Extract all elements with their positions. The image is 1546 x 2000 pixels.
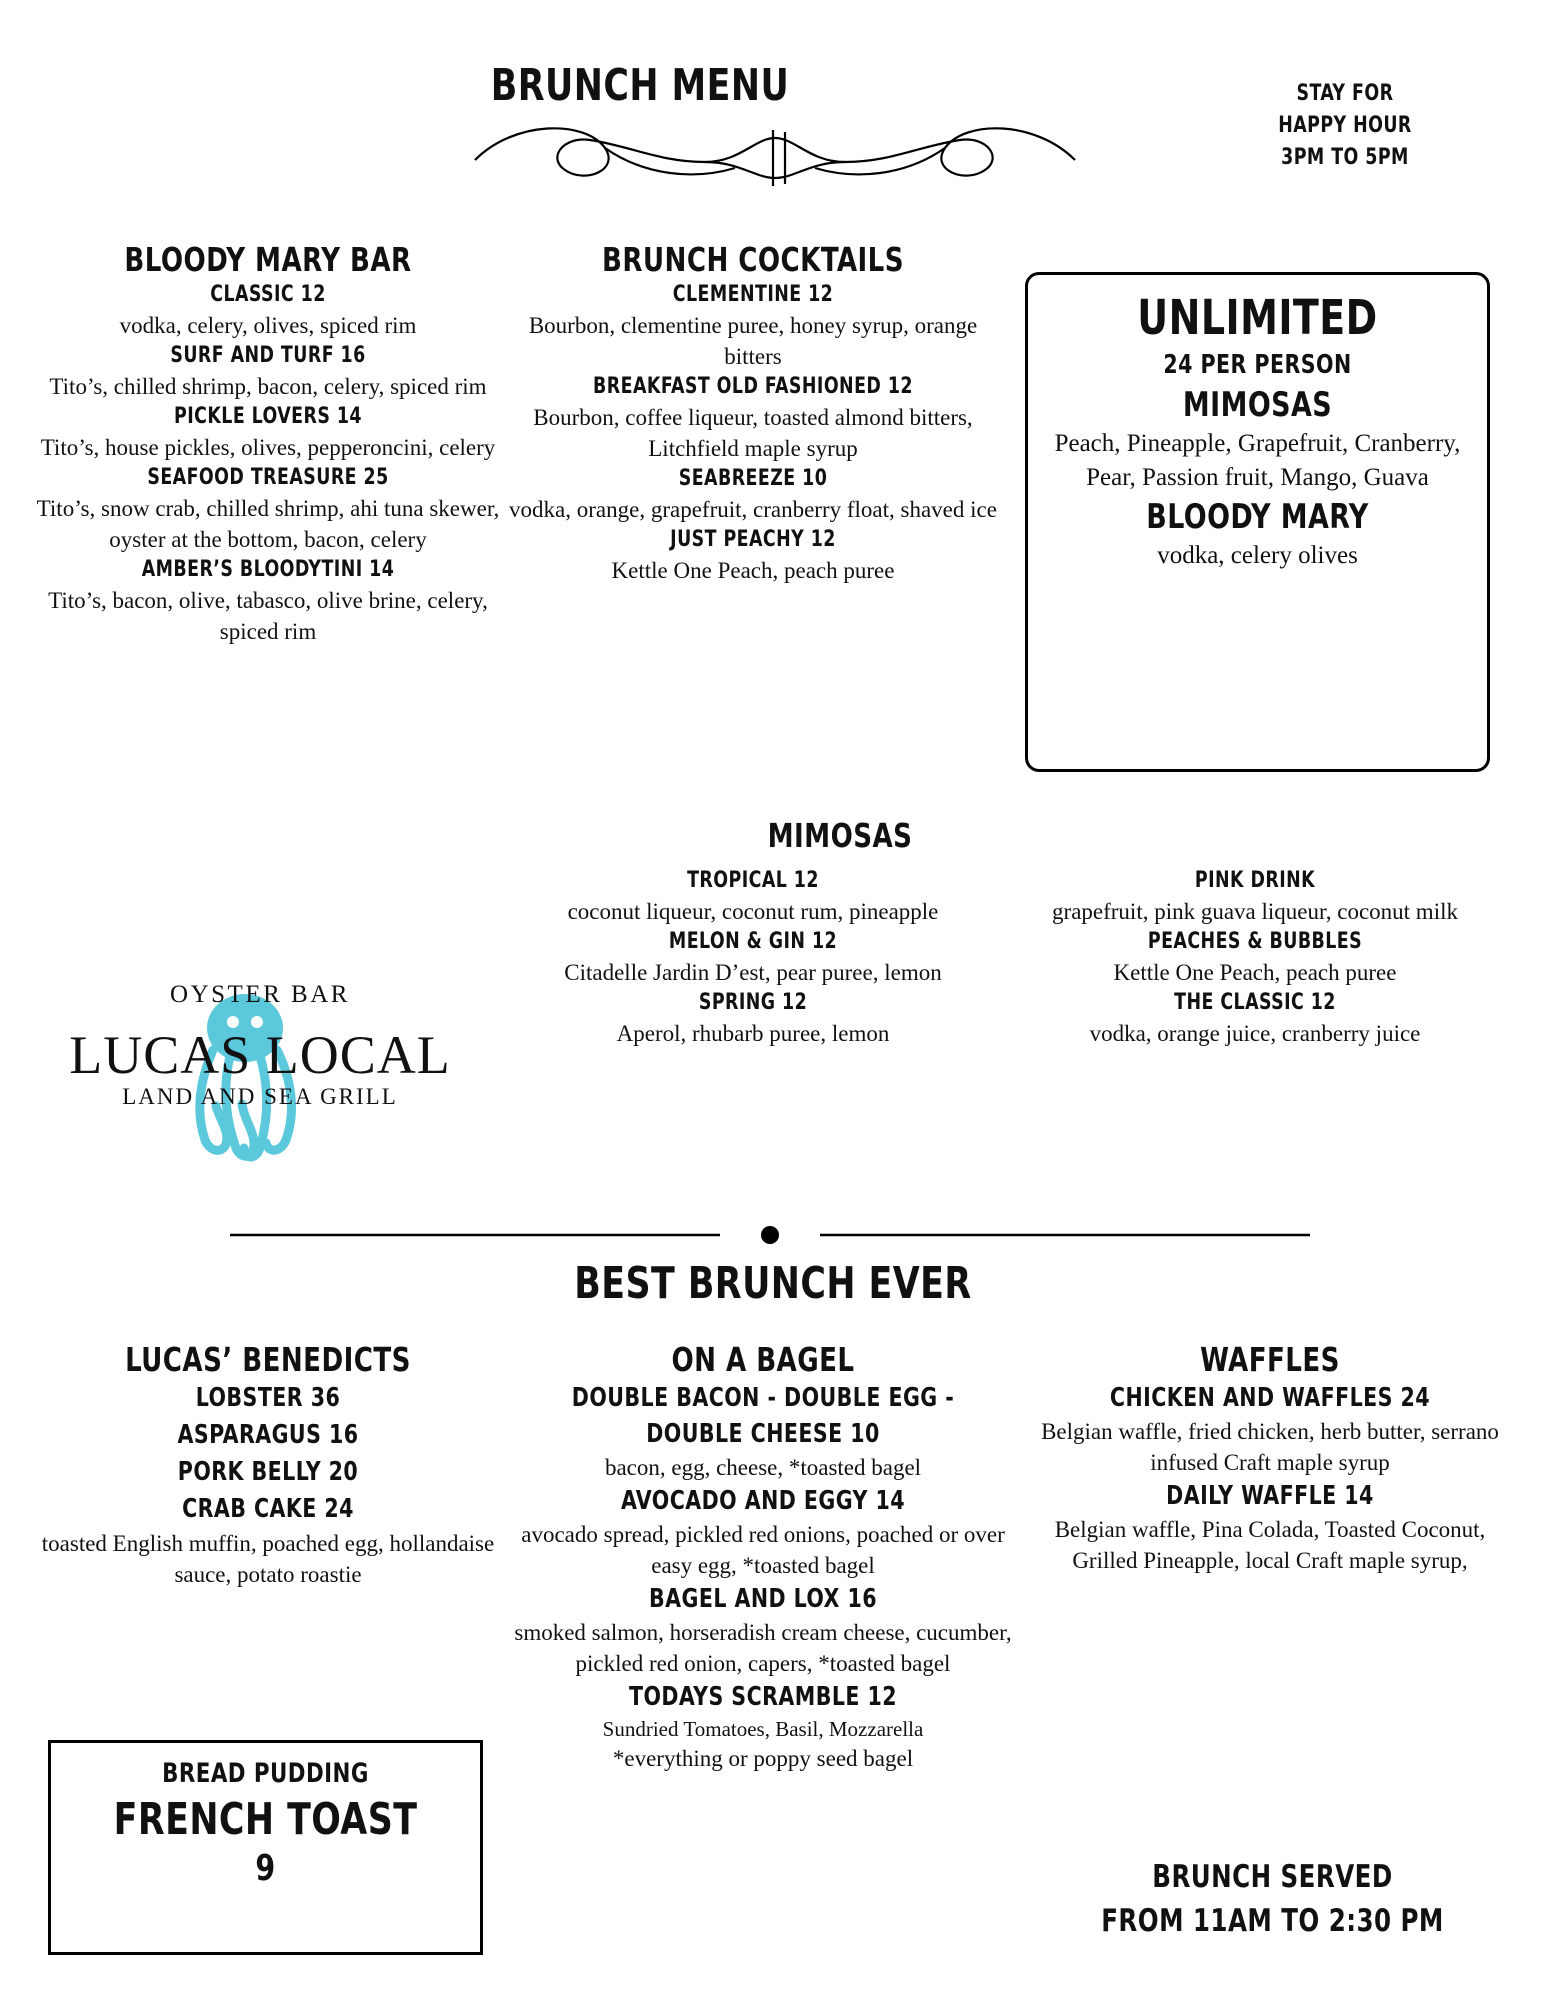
menu-item-name: AVOCADO AND EGGY 14 bbox=[620, 1486, 906, 1516]
menu-item-desc: Bourbon, coffee liqueur, toasted almond bitters, Litchfield maple syrup bbox=[533, 405, 973, 461]
happy-hour-note bbox=[1213, 78, 1477, 174]
menu-item-name: CLEMENTINE 12 bbox=[672, 282, 834, 307]
section-brunch-cocktails bbox=[508, 240, 998, 586]
menu-item-name: PORK BELLY 20 bbox=[177, 1457, 359, 1487]
menu-item-desc: Tito’s, bacon, olive, tabasco, olive brine, celery, spiced rim bbox=[48, 588, 488, 644]
menu-item-desc: Kettle One Peach, peach puree bbox=[611, 558, 895, 583]
menu-item-name: JUST PEACHY 12 bbox=[670, 527, 836, 552]
happy-hour-line-3: 3PM TO 5PM bbox=[1281, 145, 1409, 170]
menu-item-desc: Sundried Tomatoes, Basil, Mozzarella bbox=[602, 1717, 924, 1741]
menu-item-name: THE CLASSIC 12 bbox=[1174, 990, 1336, 1015]
menu-item-desc: grapefruit, pink guava liqueur, coconut milk bbox=[1052, 899, 1458, 924]
menu-item-name: TROPICAL 12 bbox=[687, 868, 819, 893]
menu-item-desc: coconut liqueur, coconut rum, pineapple bbox=[567, 899, 939, 924]
section-heading: LUCAS’ BENEDICTS bbox=[125, 1340, 411, 1379]
menu-item-desc: Tito’s, house pickles, olives, pepperoncini, celery bbox=[40, 435, 496, 460]
menu-item-name: MELON & GIN 12 bbox=[668, 929, 838, 954]
menu-item-desc: Aperol, rhubarb puree, lemon bbox=[616, 1021, 890, 1046]
happy-hour-line-2: HAPPY HOUR bbox=[1278, 113, 1412, 138]
menu-item-desc: vodka, celery, olives, spiced rim bbox=[119, 313, 417, 338]
bagel-footnote: *everything or poppy seed bagel bbox=[612, 1746, 914, 1771]
happy-hour-line-1: STAY FOR bbox=[1296, 81, 1394, 106]
menu-item-desc: Bourbon, clementine puree, honey syrup, orange bitters bbox=[528, 313, 978, 369]
menu-item-desc: bacon, egg, cheese, *toasted bagel bbox=[604, 1455, 922, 1480]
logo-bottom-text: LAND AND SEA GRILL bbox=[122, 1084, 398, 1109]
section-heading: WAFFLES bbox=[1200, 1340, 1340, 1379]
menu-item-name: SEAFOOD TREASURE 25 bbox=[147, 465, 389, 490]
menu-item-name: AMBER’S BLOODYTINI 14 bbox=[141, 557, 395, 582]
menu-item-desc: Citadelle Jardin D’est, pear puree, lemon bbox=[564, 960, 942, 985]
menu-item-desc: toasted English muffin, poached egg, hollandaise sauce, potato roastie bbox=[41, 1531, 495, 1587]
unlimited-mimosas-label: MIMOSAS bbox=[1182, 385, 1333, 425]
menu-item-desc: Kettle One Peach, peach puree bbox=[1113, 960, 1397, 985]
menu-item-name: SEABREEZE 10 bbox=[678, 466, 828, 491]
menu-item-name: PEACHES & BUBBLES bbox=[1147, 929, 1363, 954]
menu-item-desc: smoked salmon, horseradish cream cheese, cucumber, pickled red onion, capers, *toasted bagel bbox=[514, 1620, 1012, 1676]
menu-item-name: ASPARAGUS 16 bbox=[177, 1420, 359, 1450]
menu-item-name: CRAB CAKE 24 bbox=[182, 1494, 354, 1524]
french-toast-price: 9 bbox=[255, 1848, 276, 1889]
menu-item-name: PICKLE LOVERS 14 bbox=[174, 404, 362, 429]
menu-item-name: CHICKEN AND WAFFLES 24 bbox=[1109, 1383, 1431, 1413]
section-heading-mimosas: MIMOSAS bbox=[767, 816, 913, 855]
section-on-a-bagel bbox=[508, 1340, 1018, 1774]
menu-item-name: DOUBLE BACON - DOUBLE EGG - DOUBLE CHEESE 10 bbox=[571, 1383, 955, 1449]
section-bloody-mary-bar bbox=[18, 240, 518, 647]
menu-item-name: CLASSIC 12 bbox=[210, 282, 326, 307]
flourish-divider-icon bbox=[455, 118, 1095, 188]
menu-item-desc: vodka, orange, grapefruit, cranberry float, shaved ice bbox=[509, 497, 997, 522]
unlimited-title: UNLIMITED bbox=[1137, 290, 1378, 346]
menu-item-name: LOBSTER 36 bbox=[195, 1383, 341, 1413]
french-toast-callout-box bbox=[48, 1740, 483, 1955]
unlimited-callout-box bbox=[1025, 272, 1490, 772]
menu-item-desc: Belgian waffle, fried chicken, herb butter, serrano infused Craft maple syrup bbox=[1041, 1419, 1499, 1475]
page-title: BRUNCH MENU bbox=[490, 60, 790, 111]
menu-item-desc: vodka, orange juice, cranberry juice bbox=[1089, 1021, 1421, 1046]
section-heading: ON A BAGEL bbox=[671, 1340, 855, 1379]
brunch-hours-line-1: BRUNCH SERVED bbox=[1152, 1859, 1393, 1895]
french-toast-label: BREAD PUDDING bbox=[162, 1758, 369, 1789]
section-waffles bbox=[1020, 1340, 1520, 1576]
unlimited-price: 24 PER PERSON bbox=[1163, 350, 1352, 380]
unlimited-bloody-label: BLOODY MARY bbox=[1146, 497, 1369, 537]
menu-item-name: SURF AND TURF 16 bbox=[170, 343, 366, 368]
section-mimosas-right bbox=[1010, 866, 1500, 1049]
section-heading: BRUNCH COCKTAILS bbox=[601, 240, 905, 279]
menu-item-name: BAGEL AND LOX 16 bbox=[649, 1584, 877, 1614]
brunch-hours-line-2: FROM 11AM TO 2:30 PM bbox=[1101, 1903, 1444, 1939]
section-benedicts bbox=[18, 1340, 518, 1590]
menu-item-name: DAILY WAFFLE 14 bbox=[1166, 1481, 1374, 1511]
section-divider bbox=[230, 1225, 1310, 1245]
menu-item-desc: Tito’s, snow crab, chilled shrimp, ahi tuna skewer, oyster at the bottom, bacon, celery bbox=[36, 496, 500, 552]
menu-item-name: BREAKFAST OLD FASHIONED 12 bbox=[593, 374, 913, 399]
best-brunch-title: BEST BRUNCH EVER bbox=[574, 1258, 972, 1309]
unlimited-bloody-desc: vodka, celery olives bbox=[1157, 542, 1358, 569]
section-heading: BLOODY MARY BAR bbox=[124, 240, 412, 279]
logo-top-text: OYSTER BAR bbox=[170, 981, 350, 1008]
restaurant-logo bbox=[30, 970, 490, 1170]
menu-item-desc: Belgian waffle, Pina Colada, Toasted Coconut, Grilled Pineapple, local Craft maple syrup, bbox=[1054, 1517, 1486, 1573]
logo-main-text: LUCAS LOCAL bbox=[69, 1025, 451, 1085]
menu-item-name: PINK DRINK bbox=[1194, 868, 1316, 893]
menu-item-name: TODAYS SCRAMBLE 12 bbox=[628, 1682, 898, 1712]
menu-item-desc: Tito’s, chilled shrimp, bacon, celery, spiced rim bbox=[49, 374, 487, 399]
unlimited-mimosas-flavors: Peach, Pineapple, Grapefruit, Cranberry, Pear, Passion fruit, Mango, Guava bbox=[1054, 430, 1461, 491]
menu-item-desc: avocado spread, pickled red onions, poached or over easy egg, *toasted bagel bbox=[521, 1522, 1005, 1578]
section-mimosas-left bbox=[508, 866, 998, 1049]
brunch-hours-note bbox=[1050, 1855, 1494, 1943]
french-toast-name: FRENCH TOAST bbox=[113, 1794, 418, 1845]
menu-item-name: SPRING 12 bbox=[698, 990, 808, 1015]
